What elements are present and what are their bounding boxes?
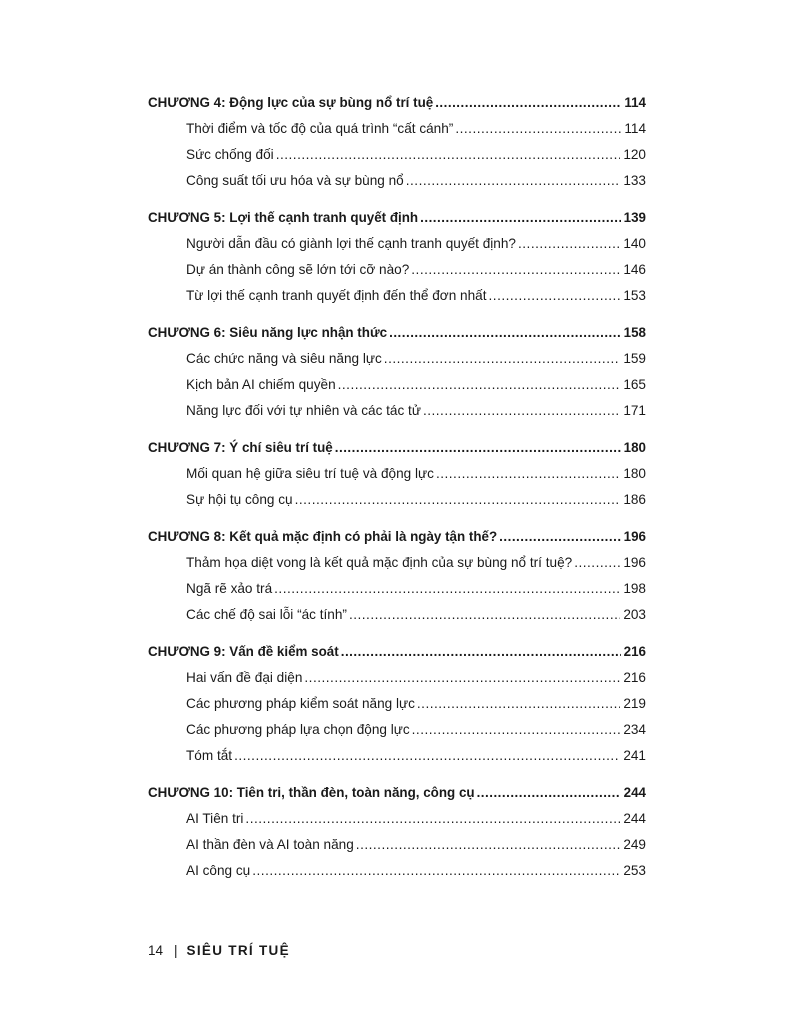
toc-section-entry[interactable] [148, 372, 646, 398]
section-title: AI Tiên tri [186, 811, 244, 826]
section-page-number: 234 [623, 722, 646, 737]
section-title: AI thần đèn và AI toàn năng [186, 837, 354, 852]
section-page-number: 244 [623, 811, 646, 826]
section-title: Ngã rẽ xảo trá [186, 581, 273, 596]
toc-chapter [148, 90, 646, 194]
chapter-page-number: 180 [623, 440, 646, 455]
toc-chapter-entry[interactable] [148, 524, 646, 550]
dot-leader [384, 346, 621, 372]
toc-chapter-entry[interactable] [148, 780, 646, 806]
section-page-number: 146 [623, 262, 646, 277]
toc-section-entry[interactable] [148, 168, 646, 194]
toc-section-entry[interactable] [148, 398, 646, 424]
dot-leader [389, 320, 621, 346]
dot-leader [304, 665, 620, 691]
dot-leader [406, 168, 621, 194]
chapter-title: CHƯƠNG 6: Siêu năng lực nhận thức [148, 325, 388, 340]
chapter-page-number: 216 [623, 644, 646, 659]
toc-chapter [148, 320, 646, 424]
dot-leader [245, 806, 620, 832]
section-page-number: 165 [623, 377, 646, 392]
chapter-page-number: 114 [624, 95, 646, 110]
toc-chapter-entry[interactable] [148, 205, 646, 231]
chapter-title: CHƯƠNG 4: Động lực của sự bùng nổ trí tuệ [148, 95, 434, 110]
section-page-number: 114 [624, 121, 646, 136]
section-page-number: 140 [623, 236, 646, 251]
page-number: 14 [148, 943, 164, 958]
dot-leader [338, 372, 621, 398]
toc-chapter [148, 639, 646, 769]
toc-section-entry[interactable] [148, 743, 646, 769]
section-page-number: 159 [623, 351, 646, 366]
dot-leader [420, 205, 621, 231]
section-title: Thảm họa diệt vong là kết quả mặc định của sự bùng nổ trí tuệ? [186, 555, 573, 570]
toc-section-entry[interactable] [148, 665, 646, 691]
chapter-title: CHƯƠNG 7: Ý chí siêu trí tuệ [148, 440, 333, 455]
section-title: Người dẫn đầu có giành lợi thế cạnh tranh quyết định? [186, 236, 516, 251]
section-title: Công suất tối ưu hóa và sự bùng nổ [186, 173, 404, 188]
chapter-title: CHƯƠNG 10: Tiên tri, thần đèn, toàn năng, công cụ [148, 785, 475, 800]
toc-chapter [148, 435, 646, 513]
chapter-page-number: 244 [623, 785, 646, 800]
section-title: Sự hội tụ công cụ [186, 492, 293, 507]
chapter-title: CHƯƠNG 9: Vấn đề kiểm soát [148, 644, 339, 659]
section-title: Tóm tắt [186, 748, 233, 763]
dot-leader [574, 550, 620, 576]
toc-section-entry[interactable] [148, 550, 646, 576]
toc-chapter-entry[interactable] [148, 435, 646, 461]
section-page-number: 120 [623, 147, 646, 162]
dot-leader [518, 231, 620, 257]
toc-section-entry[interactable] [148, 346, 646, 372]
running-book-title: SIÊU TRÍ TUỆ [186, 943, 290, 958]
toc-section-entry[interactable] [148, 231, 646, 257]
dot-leader [335, 435, 621, 461]
section-title: Mối quan hệ giữa siêu trí tuệ và động lực [186, 466, 434, 481]
section-page-number: 133 [623, 173, 646, 188]
chapter-page-number: 139 [623, 210, 646, 225]
chapter-title: CHƯƠNG 5: Lợi thế cạnh tranh quyết định [148, 210, 419, 225]
toc-section-entry[interactable] [148, 691, 646, 717]
chapter-page-number: 196 [623, 529, 646, 544]
section-page-number: 253 [623, 863, 646, 878]
section-page-number: 203 [623, 607, 646, 622]
toc-section-entry[interactable] [148, 576, 646, 602]
toc-chapter [148, 205, 646, 309]
toc-section-entry[interactable] [148, 717, 646, 743]
section-title: Năng lực đối với tự nhiên và các tác tử [186, 403, 421, 418]
section-title: Sức chống đối [186, 147, 274, 162]
toc-section-entry[interactable] [148, 461, 646, 487]
footer-separator: | [174, 943, 178, 958]
dot-leader [274, 576, 620, 602]
dot-leader [295, 487, 621, 513]
section-title: Các chế độ sai lỗi “ác tính” [186, 607, 347, 622]
dot-leader [412, 717, 621, 743]
section-page-number: 196 [623, 555, 646, 570]
section-title: Dự án thành công sẽ lớn tới cỡ nào? [186, 262, 410, 277]
section-page-number: 216 [623, 670, 646, 685]
section-title: Hai vấn đề đại diện [186, 670, 303, 685]
toc-section-entry[interactable] [148, 116, 646, 142]
section-page-number: 171 [623, 403, 646, 418]
dot-leader [436, 461, 620, 487]
toc-section-entry[interactable] [148, 487, 646, 513]
chapter-page-number: 158 [623, 325, 646, 340]
section-title: Từ lợi thế cạnh tranh quyết định đến thể đơn nhất [186, 288, 487, 303]
dot-leader [477, 780, 621, 806]
toc-chapter-entry[interactable] [148, 320, 646, 346]
section-page-number: 153 [623, 288, 646, 303]
section-page-number: 180 [623, 466, 646, 481]
section-title: Kịch bản AI chiếm quyền [186, 377, 336, 392]
toc-chapter [148, 780, 646, 884]
dot-leader [356, 832, 621, 858]
section-page-number: 249 [623, 837, 646, 852]
toc-section-entry[interactable] [148, 142, 646, 168]
toc-chapter [148, 524, 646, 628]
section-title: Thời điểm và tốc độ của quá trình “cất cánh” [186, 121, 454, 136]
section-page-number: 186 [623, 492, 646, 507]
dot-leader [252, 858, 620, 884]
section-page-number: 219 [623, 696, 646, 711]
section-title: Các phương pháp kiểm soát năng lực [186, 696, 415, 711]
toc-section-entry[interactable] [148, 257, 646, 283]
section-page-number: 198 [623, 581, 646, 596]
toc-section-entry[interactable] [148, 283, 646, 309]
page-footer [148, 940, 290, 962]
dot-leader [341, 639, 621, 665]
section-title: Các chức năng và siêu năng lực [186, 351, 382, 366]
toc-section-entry[interactable] [148, 602, 646, 628]
dot-leader [276, 142, 621, 168]
chapter-title: CHƯƠNG 8: Kết quả mặc định có phải là ngày tận thế? [148, 529, 498, 544]
toc-chapter-entry[interactable] [148, 639, 646, 665]
table-of-contents [148, 90, 646, 895]
toc-section-entry[interactable] [148, 858, 646, 884]
dot-leader [489, 283, 621, 309]
dot-leader [417, 691, 620, 717]
dot-leader [455, 116, 621, 142]
dot-leader [349, 602, 620, 628]
dot-leader [499, 524, 620, 550]
dot-leader [234, 743, 620, 769]
dot-leader [411, 257, 620, 283]
section-page-number: 241 [623, 748, 646, 763]
toc-section-entry[interactable] [148, 806, 646, 832]
section-title: Các phương pháp lựa chọn động lực [186, 722, 410, 737]
toc-section-entry[interactable] [148, 832, 646, 858]
dot-leader [423, 398, 620, 424]
toc-chapter-entry[interactable] [148, 90, 646, 116]
dot-leader [435, 90, 621, 116]
section-title: AI công cụ [186, 863, 251, 878]
